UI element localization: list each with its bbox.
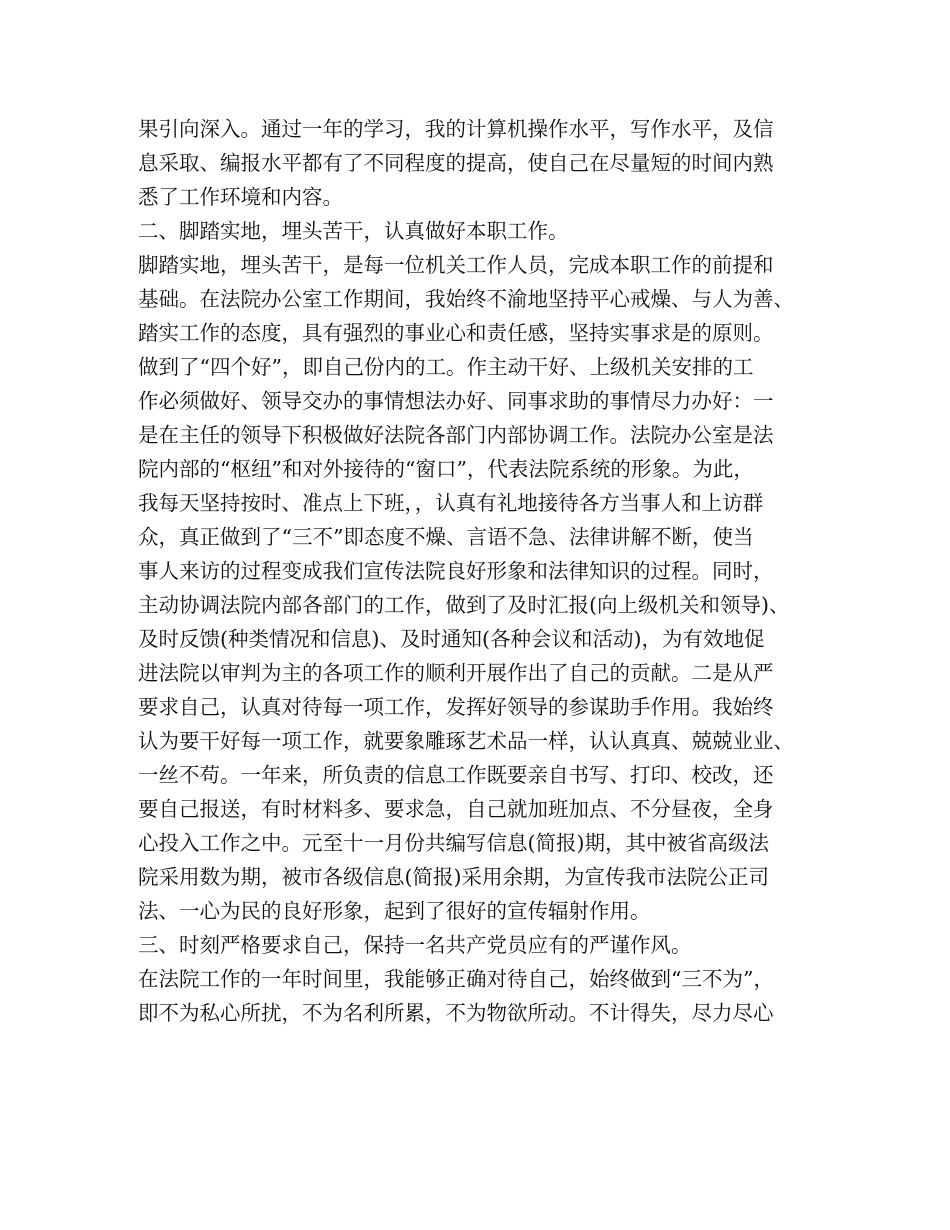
text-line: 脚踏实地，埋头苦干，是每一位机关工作人员，完成本职工作的前提和 [138,253,774,277]
text-line: 做到了“四个好”，即自己份内的工。作主动干好、上级机关安排的工 [138,355,754,379]
text-line: 要求自己，认真对待每一项工作，发挥好领导的参谋助手作用。我始终 [138,695,774,719]
text-line: 即不为私心所扰，不为名利所累，不为物欲所动。不计得失，尽力尽心 [138,1001,774,1025]
text-line: 事人来访的过程变成我们宣传法院良好形象和法律知识的过程。同时， [138,559,774,583]
text-line: 主动协调法院内部各部门的工作，做到了及时汇报(向上级机关和领导)、 [138,593,790,617]
text-line: 息采取、编报水平都有了不同程度的提高，使自己在尽量短的时间内熟 [138,151,774,175]
text-line: 众，真正做到了“三不”即态度不燥、言语不急、法律讲解不断，使当 [138,525,754,549]
text-line: 我每天坚持按时、准点上下班，，认真有礼地接待各方当事人和上访群 [138,491,764,515]
section-heading: 三、时刻严格要求自己，保持一名共产党员应有的严谨作风。 [138,933,692,957]
text-line: 进法院以审判为主的各项工作的顺利开展作出了自己的贡献。二是从严 [138,661,774,685]
text-line: 在法院工作的一年时间里，我能够正确对待自己，始终做到“三不为”， [138,967,774,991]
text-line: 院采用数为期，被市各级信息(简报)采用余期，为宣传我市法院公正司 [138,865,769,889]
text-line: 是在主任的领导下积极做好法院各部门内部协调工作。法院办公室是法 [138,423,774,447]
text-line: 法、一心为民的良好形象，起到了很好的宣传辐射作用。 [138,899,651,923]
text-line: 基础。在法院办公室工作期间，我始终不渝地坚持平心戒燥、与人为善、 [138,287,794,311]
text-line: 一丝不苟。一年来，所负责的信息工作既要亲自书写、打印、校改，还 [138,763,774,787]
text-line: 作必须做好、领导交办的事情想法办好、同事求助的事情尽力办好：一 [138,389,774,413]
text-line: 悉了工作环境和内容。 [138,185,343,209]
text-line: 心投入工作之中。元至十一月份共编写信息(简报)期，其中被省高级法 [138,831,769,855]
text-line: 院内部的“枢纽”和对外接待的“窗口”，代表法院系统的形象。为此， [138,457,754,481]
section-heading: 二、脚踏实地，埋头苦干，认真做好本职工作。 [138,219,569,243]
text-line: 认为要干好每一项工作，就要象雕琢艺术品一样，认认真真、兢兢业业、 [138,729,794,753]
text-line: 果引向深入。通过一年的学习，我的计算机操作水平，写作水平，及信 [138,117,774,141]
document-body [138,112,828,1030]
text-line: 要自己报送，有时材料多、要求急，自己就加班加点、不分昼夜，全身 [138,797,774,821]
text-line: 踏实工作的态度，具有强烈的事业心和责任感，坚持实事求是的原则。 [138,321,774,345]
text-line: 及时反馈(种类情况和信息)、及时通知(各种会议和活动)，为有效地促 [138,627,765,651]
